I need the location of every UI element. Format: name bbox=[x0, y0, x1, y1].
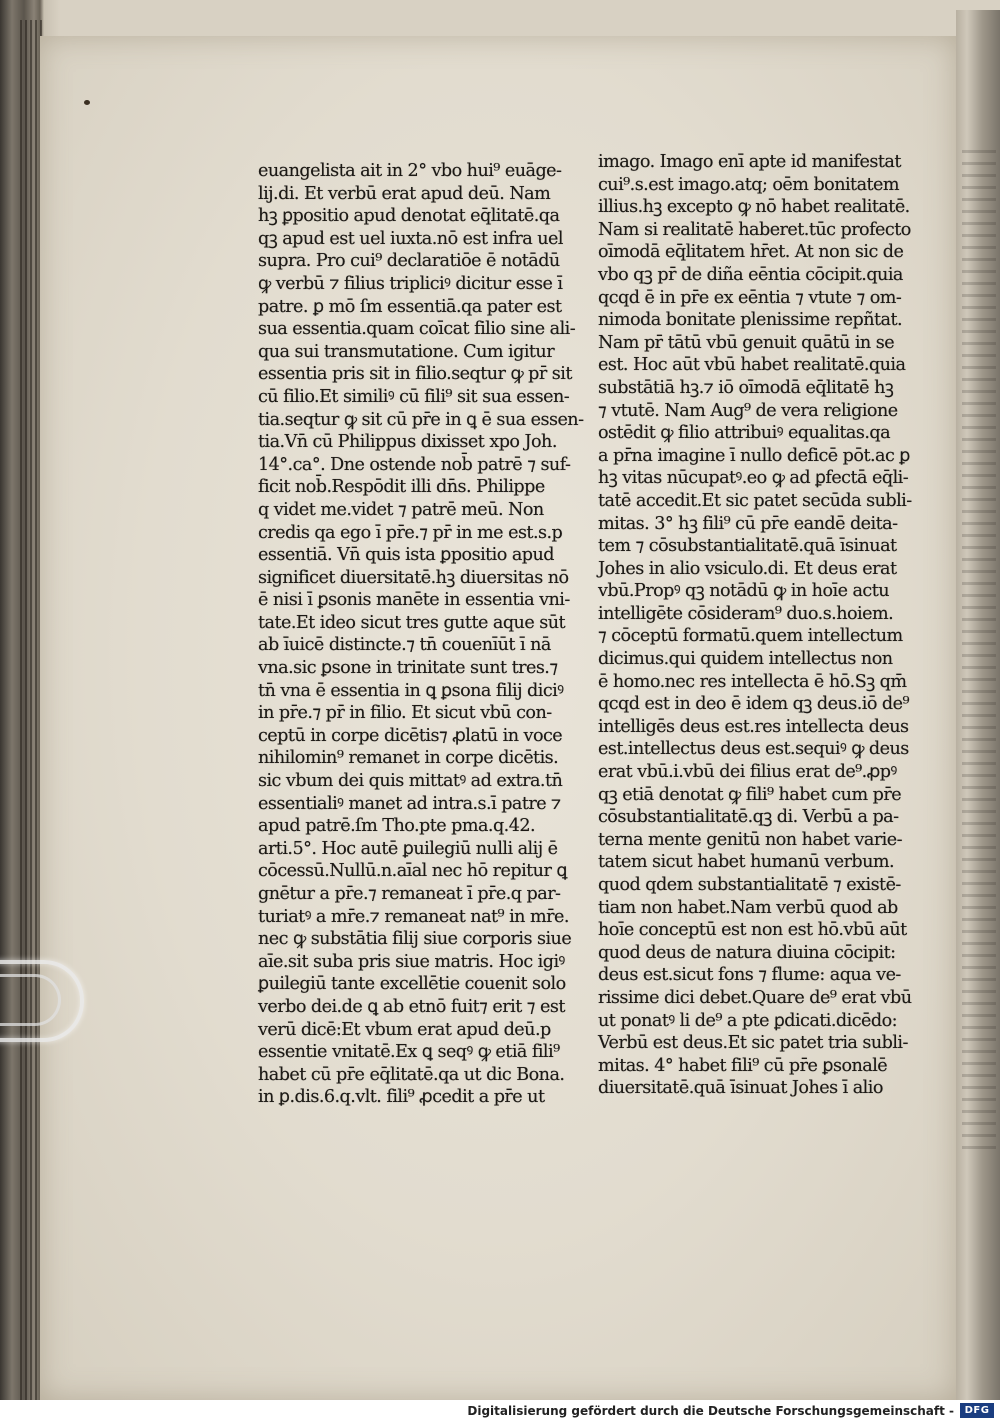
text-line: nimoda bonitate plenissime repñtat. bbox=[598, 310, 903, 331]
text-line: nihilomin⁹ remanet in corpe dicētis. bbox=[258, 748, 559, 769]
text-line: significet diuersitatē.hꝫ diuersitas nō bbox=[258, 567, 569, 588]
text-line: erat vbū.i.vbū dei filius erat de⁹.ꝓpꝰ bbox=[598, 762, 897, 783]
paper-clip-inner bbox=[0, 974, 61, 1026]
text-line: tia.Vn̄ cū Philippus dixisset xpo Joh. bbox=[258, 432, 557, 453]
text-line: vbū.Propꝰ qꝫ notādū ꝙ in hoīe actu bbox=[598, 581, 890, 602]
text-line: Nam si realitatē haberet.tūc profecto bbox=[598, 219, 911, 240]
text-line: hoīe conceptū est non est hō.vbū aūt bbox=[598, 920, 907, 941]
text-line: imago. Imago enī apte id manifestat bbox=[598, 152, 901, 172]
text-line: qcqd ē in pr̄e ex eēntia ⁊ vtute ⁊ om- bbox=[598, 287, 902, 308]
text-line: intelligēte cōsideram⁹ duo.s.hoiem. bbox=[598, 603, 894, 624]
book-binding bbox=[20, 20, 42, 1400]
text-line: quod qdem substantialitatē ⁊ existē- bbox=[598, 875, 901, 895]
text-line: tatem sicut habet humanū verbum. bbox=[598, 852, 895, 873]
footer-bar bbox=[0, 1400, 1000, 1422]
text-line: ut ponatꝰ li de⁹ a pte ꝑdicati.dicēdo: bbox=[598, 1010, 898, 1031]
text-line: ceptū in corpe dicētis⁊ ꝓlatū in voce bbox=[258, 725, 563, 746]
text-line: est. Hoc aūt vbū habet realitatē.quia bbox=[598, 355, 906, 376]
text-line: turiatꝰ a mr̄e.⁊ remaneat nat⁹ in mr̄e. bbox=[258, 906, 569, 927]
text-line: tia.seqtur ꝙ sit cū pr̄e in ꝗ ē sua essen- bbox=[258, 409, 584, 430]
text-line: sic vbum dei quis mittatꝰ ad extra.tn̄ bbox=[258, 771, 563, 792]
text-line: nec ꝙ substātia filij siue corporis siue bbox=[258, 929, 572, 950]
text-line: essentie vnitatē.Ex ꝗ seqꝰ ꝙ etiā fili⁹ bbox=[258, 1042, 560, 1063]
dfg-logo: DFG bbox=[960, 1403, 994, 1418]
text-line: aīe.sit suba pris siue matris. Hoc igiꝰ bbox=[258, 951, 565, 972]
text-line: a pr̄na imagine ī nullo deficē pōt.ac ꝑ bbox=[598, 445, 910, 466]
text-line: ab īuicē distincte.⁊ tn̄ couenīūt ī nā bbox=[258, 635, 551, 656]
text-line: cū filio.Et similiꝰ cū fili⁹ sit sua essen- bbox=[258, 386, 570, 407]
text-line: gnētur a pr̄e.⁊ remaneat ī pr̄e.q par- bbox=[258, 884, 561, 904]
right-text-column bbox=[598, 151, 914, 1100]
text-line: Johes in alio vsiculo.di. Et deus erat bbox=[598, 558, 897, 579]
text-line: qꝫ apud est uel iuxta.nō est infra uel bbox=[258, 228, 563, 249]
text-line: Nam pr̄ tātū vbū genuit quātū in se bbox=[598, 332, 895, 353]
text-line: tiam non habet.Nam verbū quod ab bbox=[598, 897, 898, 918]
text-line: substātiā hꝫ.⁊ iō oīmodā eq̄litatē hꝫ bbox=[598, 377, 894, 398]
text-line: credis qa ego ī pr̄e.⁊ pr̄ in me est.s.p bbox=[258, 522, 563, 543]
text-line: in ꝑ.dis.6.q.vlt. fili⁹ ꝓcedit a pr̄e ut bbox=[258, 1087, 545, 1108]
text-line: euangelista ait in 2° vbo hui⁹ euāge- bbox=[258, 161, 562, 181]
text-line: vna.sic ꝑsone in trinitate sunt tres.⁊ bbox=[258, 658, 558, 679]
text-line: qcqd est in deo ē idem qꝫ deus.iō de⁹ bbox=[598, 694, 909, 715]
text-line: intelligēs deus est.res intellecta deus bbox=[598, 716, 909, 737]
text-line: cōcessū.Nullū.n.aīal nec hō repitur ꝗ bbox=[258, 861, 567, 882]
text-line: rissime dici debet.Quare de⁹ erat vbū bbox=[598, 987, 912, 1008]
text-line: ⁊ cōceptū formatū.quem intellectum bbox=[598, 626, 903, 647]
text-line: 14°.ca°. Dne ostende nob̄ patrē ⁊ suf- bbox=[258, 454, 571, 475]
text-line: sua essentia.quam coīcat filio sine ali- bbox=[258, 319, 576, 340]
footer-credit: Digitalisierung gefördert durch die Deutsche Forschungsgemeinschaft - bbox=[467, 1404, 954, 1418]
text-line: tatē accedit.Et sic patet secūda subli- bbox=[598, 490, 912, 511]
text-line: oīmodā eq̄litatem hr̄et. At non sic de bbox=[598, 242, 904, 263]
text-line: terna mente genitū non habet varie- bbox=[598, 829, 903, 850]
text-line: ꝑuilegiū tante excellētie couenit solo bbox=[258, 974, 566, 995]
text-line: mitas. 4° habet fili⁹ cū pr̄e ꝑsonalē bbox=[598, 1055, 888, 1076]
text-line: essentialiꝰ manet ad intra.s.ī patre ⁊ bbox=[258, 793, 561, 814]
text-line: tate.Et ideo sicut tres gutte aque sūt bbox=[258, 612, 565, 633]
text-line: essentia pris sit in filio.seqtur ꝙ pr̄ sit bbox=[258, 364, 572, 385]
text-line: verū dicē:Et vbum erat apud deū.p bbox=[258, 1019, 551, 1040]
text-line: habet cū pr̄e eq̄litatē.qa ut dic Bona. bbox=[258, 1064, 565, 1085]
text-line: vbo qꝫ pr̄ de diña eēntia cōcipit.quia bbox=[598, 264, 903, 285]
text-line: cui⁹.s.est imago.atq; oēm bonitatem bbox=[598, 174, 900, 195]
text-line: arti.5°. Hoc autē ꝑuilegiū nulli alij ē bbox=[258, 838, 558, 859]
text-line: ostēdit ꝙ filio attribuiꝰ equalitas.qa bbox=[598, 423, 891, 444]
text-line: ficit nob̄.Respōdit illi dn̄s. Philippe bbox=[258, 477, 545, 498]
text-line: deus est.sicut fons ⁊ flume: aqua ve- bbox=[598, 965, 901, 986]
text-line: ⁊ vtutē. Nam Aug⁹ de vera religione bbox=[598, 400, 898, 421]
left-text-column bbox=[258, 160, 584, 1109]
text-line: hꝫ vitas nūcupatꝰ.eo ꝙ ad ꝑfectā eq̄li- bbox=[598, 468, 909, 489]
text-line: Verbū est deus.Et sic patet tria subli- bbox=[598, 1033, 908, 1054]
ink-spot bbox=[84, 100, 90, 105]
text-line: ꝙ verbū ⁊ filius tripliciꝰ dicitur esse ī bbox=[258, 273, 563, 294]
text-line: dicimus.qui quidem intellectus non bbox=[598, 649, 893, 670]
text-line: lij.di. Et verbū erat apud deū. Nam bbox=[258, 183, 551, 204]
text-line: q videt me.videt ⁊ patrē meū. Non bbox=[258, 499, 544, 520]
next-page-edge-text bbox=[962, 150, 996, 1150]
text-line: in pr̄e.⁊ pr̄ in filio. Et sicut vbū con- bbox=[258, 703, 552, 724]
text-line: quod deus de natura diuina cōcipit: bbox=[598, 942, 896, 963]
text-line: est.intellectus deus est.sequiꝰ ꝙ deus bbox=[598, 739, 909, 760]
text-line: verbo dei.de ꝗ ab etnō fuit⁊ erit ⁊ est bbox=[258, 996, 565, 1017]
text-line: diuersitatē.quā īsinuat Johes ī alio bbox=[598, 1078, 883, 1099]
text-line: mitas. 3° hꝫ fili⁹ cū pr̄e eandē deita- bbox=[598, 513, 898, 534]
text-line: tem ⁊ cōsubstantialitatē.quā īsinuat bbox=[598, 536, 897, 557]
text-line: cōsubstantialitatē.qꝫ di. Verbū a pa- bbox=[598, 807, 899, 828]
text-line: qꝫ etiā denotat ꝙ fili⁹ habet cum pr̄e bbox=[598, 784, 902, 805]
text-line: hꝫ ꝑpositio apud denotat eq̄litatē.qa bbox=[258, 206, 560, 227]
text-line: apud patrē.ſm Tho.pte pma.q.42. bbox=[258, 816, 536, 837]
text-line: supra. Pro cui⁹ declaratiōe ē notādū bbox=[258, 251, 560, 272]
text-line: ē homo.nec res intellecta ē hō.Sꝫ qm̄ bbox=[598, 671, 907, 692]
text-line: tn̄ vna ē essentia in ꝗ ꝑsona filij diciꝰ bbox=[258, 680, 564, 701]
text-line: illius.hꝫ excepto ꝙ nō habet realitatē. bbox=[598, 197, 910, 218]
text-line: ē nisi ī ꝑsonis manēte in essentia vni- bbox=[258, 590, 570, 611]
text-line: qua sui transmutatione. Cum igitur bbox=[258, 341, 555, 362]
text-line: patre. ꝑ mō ſm essentiā.qa pater est bbox=[258, 296, 562, 317]
text-line: essentiā. Vn̄ quis ista ꝑpositio apud bbox=[258, 545, 554, 566]
